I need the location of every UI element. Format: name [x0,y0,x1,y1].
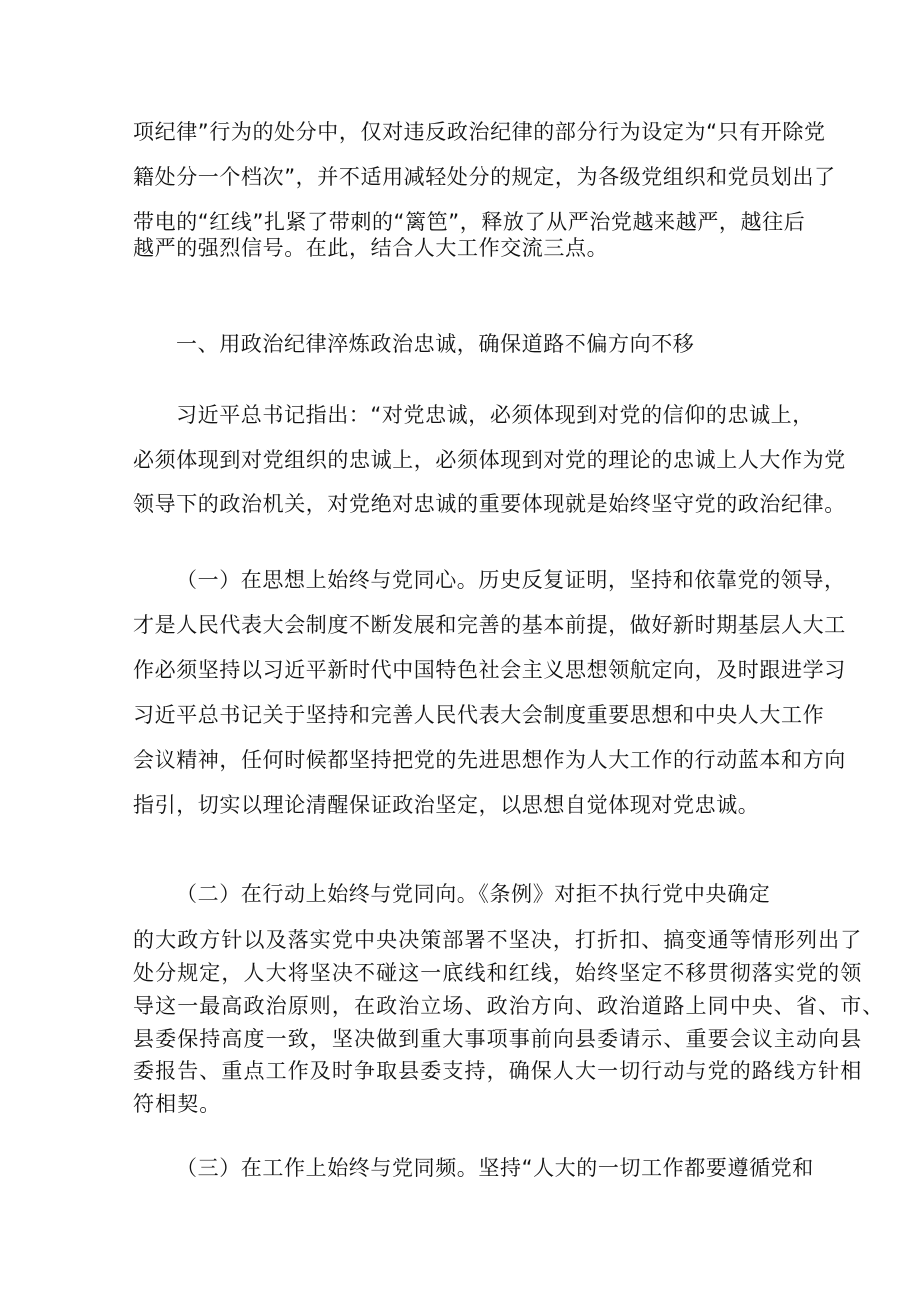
paragraph-line: 作必须坚持以习近平新时代中国特色社会主义思想领航定向，及时跟进学习 [133,658,846,682]
paragraph-line: 的大政方针以及落实党中央决策部署不坚决，打折扣、搞变通等情形列出了 [133,928,863,952]
paragraph-line: 必须体现到对党组织的忠诚上，必须体现到对党的理论的忠诚上人大作为党 [133,448,846,472]
paragraph-line: 习近平总书记指出：“对党忠诚，必须体现到对党的信仰的忠诚上， [176,403,814,427]
paragraph-line: 领导下的政治机关，对党绝对忠诚的重要体现就是始终坚守党的政治纪律。 [133,492,846,516]
paragraph-line: 县委保持高度一致，坚决做到重大事项事前向县委请示、重要会议主动向县 [133,1027,863,1051]
paragraph-line: 习近平总书记关于坚持和完善人民代表大会制度重要思想和中央人大工作 [133,703,825,727]
subheading-paragraph-line: （一）在思想上始终与党同心。历史反复证明，坚持和依靠党的领导， [176,568,846,592]
paragraph-line: 导这一最高政治原则，在政治立场、政治方向、政治道路上同中央、省、市、 [133,994,885,1018]
paragraph-line: 籍处分一个档次”，并不适用减轻处分的规定，为各级党组织和党员划出了 [133,165,836,189]
paragraph-line: 会议精神，任何时候都坚持把党的先进思想作为人大工作的行动蓝本和方向 [133,748,846,772]
paragraph-line: 项纪律”行为的处分中，仅对违反政治纪律的部分行为设定为“只有开除党 [133,120,826,144]
paragraph-line: 指引，切实以理论清醒保证政治坚定，以思想自觉体现对党忠诚。 [133,793,760,817]
paragraph-line: 越严的强烈信号。在此，结合人大工作交流三点。 [133,236,609,260]
paragraph-line: 才是人民代表大会制度不断发展和完善的基本前提，做好新时期基层人大工 [133,613,846,637]
section-heading: 一、用政治纪律淬炼政治忠诚，确保道路不偏方向不移 [176,332,695,356]
paragraph-line: 带电的“红线”扎紧了带刺的“篱笆”，释放了从严治党越来越严，越往后 [133,210,806,234]
paragraph-line: 符相契。 [133,1092,222,1116]
subheading-paragraph-line: （三）在工作上始终与党同频。坚持“人大的一切工作都要遵循党和 [176,1156,814,1180]
paragraph-line: 委报告、重点工作及时争取县委支持，确保人大一切行动与党的路线方针相 [133,1059,863,1083]
subheading-paragraph-line: （二）在行动上始终与党同向。《条例》对拒不执行党中央确定 [176,882,771,906]
paragraph-line: 处分规定，人大将坚决不碰这一底线和红线，始终坚定不移贯彻落实党的领 [133,961,863,985]
